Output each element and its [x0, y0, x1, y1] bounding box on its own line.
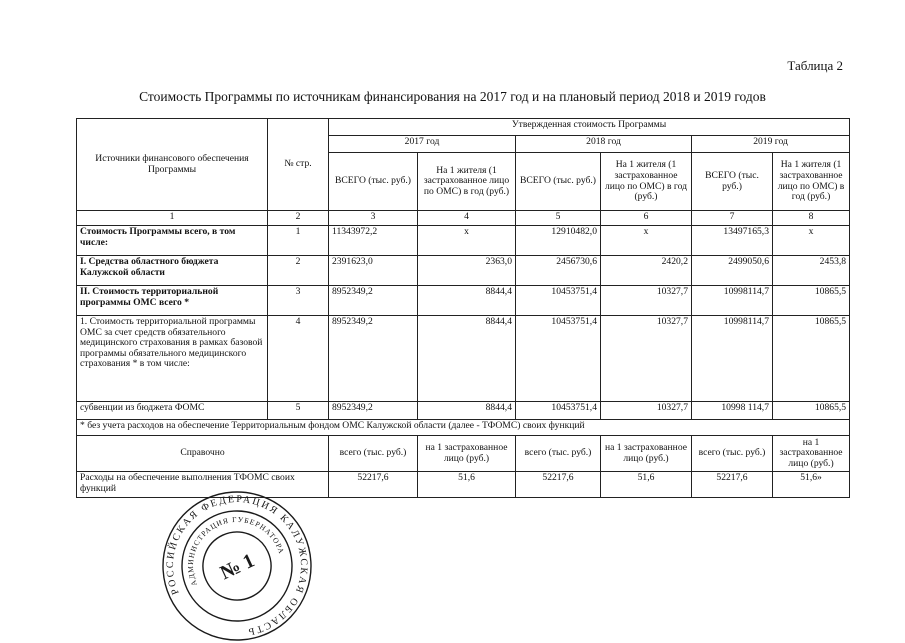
- value-cell: 2363,0: [418, 256, 516, 286]
- header-per-resident-2018: На 1 жителя (1 застрахованное лицо по ОМС) в год (руб.): [601, 153, 692, 211]
- value-cell: 11343972,2: [329, 226, 418, 256]
- value-cell: х: [773, 226, 850, 256]
- col-number: 1: [77, 211, 268, 226]
- reference-label: Справочно: [77, 436, 329, 472]
- value-cell: 10453751,4: [516, 402, 601, 420]
- stamp-outer-text: РОССИЙСКАЯ ФЕДЕРАЦИЯ КАЛУЖСКАЯ ОБЛАСТЬ: [164, 493, 310, 638]
- ref-header-per-2017: на 1 застрахованное лицо (руб.): [418, 436, 516, 472]
- row-name: субвенции из бюджета ФОМС: [77, 402, 268, 420]
- row-name: II. Стоимость территориальной программы ОМС всего *: [77, 286, 268, 316]
- value-cell: 2499050,6: [692, 256, 773, 286]
- official-stamp: [160, 489, 314, 643]
- ref-value-cell: 51,6»: [773, 472, 850, 498]
- value-cell: 8952349,2: [329, 402, 418, 420]
- footnote: * без учета расходов на обеспечение Территориальным фондом ОМС Калужской области (далее - ТФОМС) своих функций: [77, 420, 850, 436]
- value-cell: 10327,7: [601, 286, 692, 316]
- stamp-inner-text: АДМИНИСТРАЦИЯ ГУБЕРНАТОРА: [185, 514, 287, 588]
- ref-value-cell: 52217,6: [516, 472, 601, 498]
- value-cell: 2391623,0: [329, 256, 418, 286]
- reference-row-name: Расходы на обеспечение выполнения ТФОМС своих функций: [77, 472, 329, 498]
- ref-header-per-2019: на 1 застрахованное лицо (руб.): [773, 436, 850, 472]
- header-year-2019: 2019 год: [692, 136, 850, 153]
- ref-value-cell: 51,6: [418, 472, 516, 498]
- stamp-number: № 1: [216, 549, 258, 585]
- header-year-2018: 2018 год: [516, 136, 692, 153]
- row-number: 2: [268, 256, 329, 286]
- value-cell: 10865,5: [773, 316, 850, 402]
- value-cell: 10865,5: [773, 286, 850, 316]
- header-per-resident-2019: На 1 жителя (1 застрахованное лицо по ОМС) в год (руб.): [773, 153, 850, 211]
- header-line-no: № стр.: [268, 119, 329, 211]
- col-number: 4: [418, 211, 516, 226]
- ref-header-total-2018: всего (тыс. руб.): [516, 436, 601, 472]
- row-name: 1. Стоимость территориальной программы ОМС за счет средств обязательного медицинского страхования в рамках базовой программы обязательного медицинского страхования * в том числе:: [77, 316, 268, 402]
- value-cell: 12910482,0: [516, 226, 601, 256]
- row-number: 1: [268, 226, 329, 256]
- header-total-2018: ВСЕГО (тыс. руб.): [516, 153, 601, 211]
- table-row: [77, 316, 850, 402]
- value-cell: 10327,7: [601, 316, 692, 402]
- col-number: 2: [268, 211, 329, 226]
- value-cell: 8952349,2: [329, 316, 418, 402]
- value-cell: 2456730,6: [516, 256, 601, 286]
- row-name: Стоимость Программы всего, в том числе:: [77, 226, 268, 256]
- header-sources: Источники финансового обеспечения Программы: [77, 119, 268, 211]
- table-row: [77, 226, 850, 256]
- row-number: 4: [268, 316, 329, 402]
- row-name: I. Средства областного бюджета Калужской области: [77, 256, 268, 286]
- value-cell: 8844,4: [418, 286, 516, 316]
- header-total-2017: ВСЕГО (тыс. руб.): [329, 153, 418, 211]
- value-cell: х: [601, 226, 692, 256]
- col-number: 8: [773, 211, 850, 226]
- header-row-approved: [77, 119, 850, 136]
- value-cell: 10998114,7: [692, 316, 773, 402]
- column-numbers-row: [77, 211, 850, 226]
- table-row: [77, 256, 850, 286]
- document-title: Стоимость Программы по источникам финансирования на 2017 год и на плановый период 2018 и 2019 годов: [139, 89, 766, 104]
- row-number: 5: [268, 402, 329, 420]
- ref-value-cell: 52217,6: [329, 472, 418, 498]
- value-cell: 10453751,4: [516, 286, 601, 316]
- table-label: Таблица 2: [787, 58, 843, 73]
- ref-header-total-2017: всего (тыс. руб.): [329, 436, 418, 472]
- ref-value-cell: 51,6: [601, 472, 692, 498]
- value-cell: 8844,4: [418, 316, 516, 402]
- col-number: 3: [329, 211, 418, 226]
- funding-table: [76, 118, 850, 498]
- value-cell: 10453751,4: [516, 316, 601, 402]
- col-number: 7: [692, 211, 773, 226]
- value-cell: 13497165,3: [692, 226, 773, 256]
- col-number: 6: [601, 211, 692, 226]
- ref-header-total-2019: всего (тыс. руб.): [692, 436, 773, 472]
- table-row: [77, 286, 850, 316]
- col-number: 5: [516, 211, 601, 226]
- header-total-2019: ВСЕГО (тыс. руб.): [692, 153, 773, 211]
- value-cell: х: [418, 226, 516, 256]
- value-cell: 8952349,2: [329, 286, 418, 316]
- ref-value-cell: 52217,6: [692, 472, 773, 498]
- value-cell: 10998114,7: [692, 286, 773, 316]
- table-row: [77, 402, 850, 420]
- header-approved-cost: Утвержденная стоимость Программы: [329, 119, 850, 136]
- value-cell: 10327,7: [601, 402, 692, 420]
- value-cell: 10998 114,7: [692, 402, 773, 420]
- value-cell: 2420,2: [601, 256, 692, 286]
- value-cell: 2453,8: [773, 256, 850, 286]
- reference-header-row: [77, 436, 850, 472]
- ref-header-per-2018: на 1 застрахованное лицо (руб.): [601, 436, 692, 472]
- header-year-2017: 2017 год: [329, 136, 516, 153]
- row-number: 3: [268, 286, 329, 316]
- value-cell: 10865,5: [773, 402, 850, 420]
- value-cell: 8844,4: [418, 402, 516, 420]
- footnote-row: [77, 420, 850, 436]
- header-per-resident-2017: На 1 жителя (1 застрахованное лицо по ОМС) в год (руб.): [418, 153, 516, 211]
